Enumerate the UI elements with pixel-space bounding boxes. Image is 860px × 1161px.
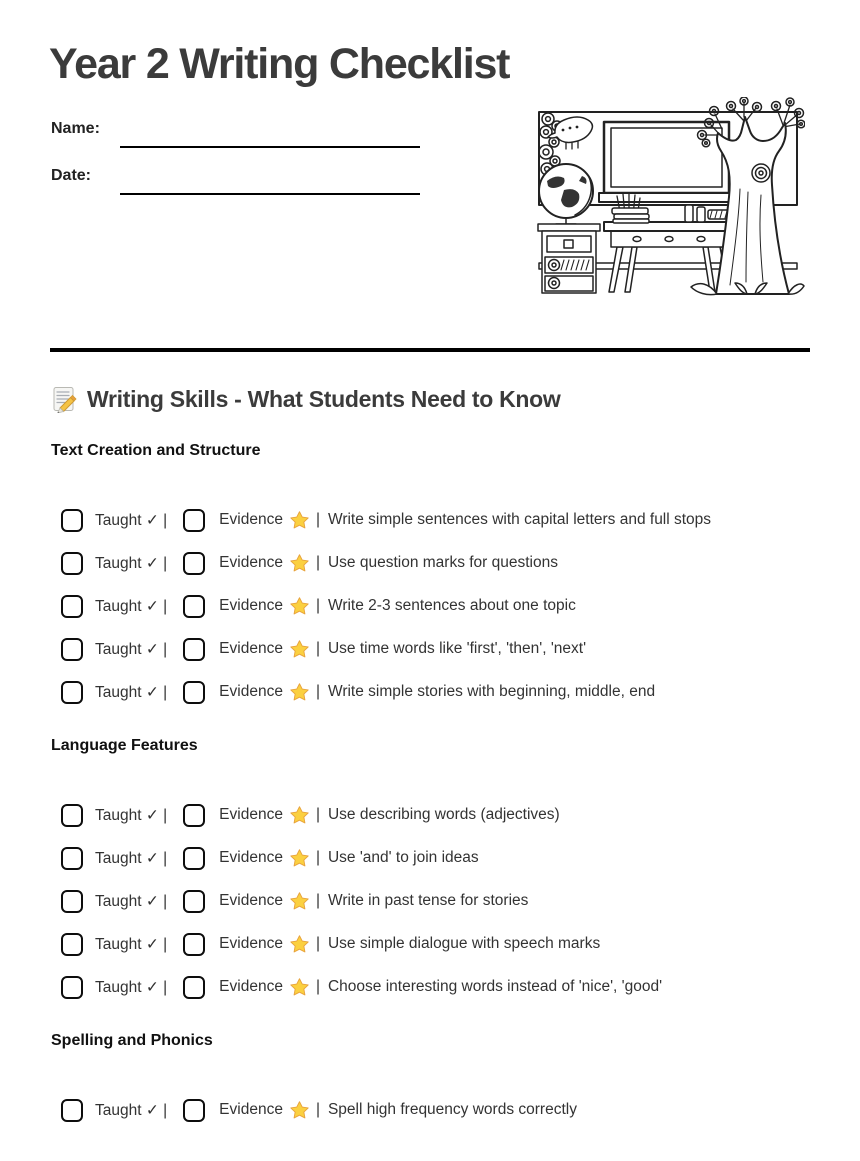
taught-label: Taught ✓ | bbox=[95, 597, 168, 615]
evidence-label: Evidence bbox=[219, 554, 283, 571]
checklist-item bbox=[51, 507, 810, 533]
name-label: Name: bbox=[51, 120, 100, 137]
skills-heading-text: Writing Skills - What Students Need to Know bbox=[87, 386, 561, 412]
star-icon bbox=[290, 554, 309, 572]
evidence-checkbox[interactable] bbox=[183, 933, 205, 956]
skill-text: Use 'and' to join ideas bbox=[327, 849, 479, 866]
evidence-separator: | bbox=[315, 806, 320, 823]
memo-icon bbox=[51, 386, 78, 413]
taught-checkbox[interactable] bbox=[61, 976, 83, 999]
star-icon bbox=[290, 640, 309, 658]
evidence-label: Evidence bbox=[219, 597, 283, 614]
star-icon bbox=[290, 806, 309, 824]
skill-text: Write in past tense for stories bbox=[327, 892, 529, 909]
taught-checkbox[interactable] bbox=[61, 552, 83, 575]
star-icon bbox=[290, 1101, 309, 1119]
star-icon bbox=[290, 597, 309, 615]
checklist-group bbox=[51, 1032, 810, 1123]
skill-text: Spell high frequency words correctly bbox=[327, 1101, 577, 1118]
taught-label: Taught ✓ | bbox=[95, 806, 168, 824]
groups bbox=[51, 442, 810, 1123]
skill-text: Write 2-3 sentences about one topic bbox=[327, 597, 576, 614]
skills-section-heading bbox=[51, 386, 810, 413]
evidence-separator: | bbox=[315, 597, 320, 614]
evidence-separator: | bbox=[315, 554, 320, 571]
classroom-illustration-image bbox=[533, 97, 805, 297]
evidence-separator: | bbox=[315, 1101, 320, 1118]
taught-checkbox[interactable] bbox=[61, 638, 83, 661]
evidence-separator: | bbox=[315, 640, 320, 657]
evidence-label: Evidence bbox=[219, 806, 283, 823]
checklist-item bbox=[51, 679, 810, 705]
taught-checkbox[interactable] bbox=[61, 595, 83, 618]
taught-label: Taught ✓ | bbox=[95, 640, 168, 658]
star-icon bbox=[290, 892, 309, 910]
date-input-line[interactable] bbox=[120, 169, 420, 195]
taught-label: Taught ✓ | bbox=[95, 892, 168, 910]
evidence-separator: | bbox=[315, 849, 320, 866]
taught-checkbox[interactable] bbox=[61, 1099, 83, 1122]
taught-label: Taught ✓ | bbox=[95, 978, 168, 996]
taught-checkbox[interactable] bbox=[61, 847, 83, 870]
evidence-separator: | bbox=[315, 892, 320, 909]
skill-text: Write simple stories with beginning, middle, end bbox=[327, 683, 656, 700]
checklist-item bbox=[51, 974, 810, 1000]
evidence-checkbox[interactable] bbox=[183, 804, 205, 827]
star-icon bbox=[290, 935, 309, 953]
evidence-label: Evidence bbox=[219, 849, 283, 866]
skill-text: Use simple dialogue with speech marks bbox=[327, 935, 601, 952]
group-title: Language Features bbox=[51, 737, 198, 754]
evidence-checkbox[interactable] bbox=[183, 595, 205, 618]
header bbox=[0, 0, 860, 352]
checklist-item bbox=[51, 593, 810, 619]
star-icon bbox=[290, 978, 309, 996]
taught-checkbox[interactable] bbox=[61, 681, 83, 704]
taught-label: Taught ✓ | bbox=[95, 511, 168, 529]
checklist-group bbox=[51, 442, 810, 705]
group-rows bbox=[51, 1097, 810, 1123]
evidence-label: Evidence bbox=[219, 978, 283, 995]
evidence-checkbox[interactable] bbox=[183, 638, 205, 661]
checklist-item bbox=[51, 931, 810, 957]
evidence-separator: | bbox=[315, 683, 320, 700]
evidence-checkbox[interactable] bbox=[183, 1099, 205, 1122]
checklist-group bbox=[51, 737, 810, 1000]
evidence-label: Evidence bbox=[219, 1101, 283, 1118]
taught-label: Taught ✓ | bbox=[95, 935, 168, 953]
checklist-item bbox=[51, 1097, 810, 1123]
checklist-item bbox=[51, 802, 810, 828]
taught-label: Taught ✓ | bbox=[95, 849, 168, 867]
evidence-label: Evidence bbox=[219, 683, 283, 700]
evidence-checkbox[interactable] bbox=[183, 681, 205, 704]
group-title: Spelling and Phonics bbox=[51, 1032, 213, 1049]
evidence-label: Evidence bbox=[219, 935, 283, 952]
main-content bbox=[0, 386, 860, 1123]
evidence-separator: | bbox=[315, 935, 320, 952]
skill-text: Use question marks for questions bbox=[327, 554, 558, 571]
evidence-label: Evidence bbox=[219, 892, 283, 909]
taught-label: Taught ✓ | bbox=[95, 554, 168, 572]
evidence-label: Evidence bbox=[219, 511, 283, 528]
group-rows bbox=[51, 507, 810, 705]
evidence-checkbox[interactable] bbox=[183, 890, 205, 913]
star-icon bbox=[290, 683, 309, 701]
taught-checkbox[interactable] bbox=[61, 933, 83, 956]
group-rows bbox=[51, 802, 810, 1000]
evidence-checkbox[interactable] bbox=[183, 552, 205, 575]
checklist-item bbox=[51, 636, 810, 662]
page-title: Year 2 Writing Checklist bbox=[49, 40, 510, 88]
evidence-label: Evidence bbox=[219, 640, 283, 657]
evidence-separator: | bbox=[315, 511, 320, 528]
globe bbox=[539, 164, 593, 232]
star-icon bbox=[290, 849, 309, 867]
name-input-line[interactable] bbox=[120, 122, 420, 148]
skill-text: Write simple sentences with capital letters and full stops bbox=[327, 511, 712, 528]
cabinet bbox=[538, 224, 600, 293]
desk bbox=[604, 193, 734, 292]
skill-text: Use time words like 'first', 'then', 'next' bbox=[327, 640, 587, 657]
group-title: Text Creation and Structure bbox=[51, 442, 261, 459]
evidence-separator: | bbox=[315, 978, 320, 995]
checklist-item bbox=[51, 845, 810, 871]
taught-checkbox[interactable] bbox=[61, 890, 83, 913]
skill-text: Choose interesting words instead of 'nice', 'good' bbox=[327, 978, 663, 995]
evidence-checkbox[interactable] bbox=[183, 847, 205, 870]
evidence-checkbox[interactable] bbox=[183, 976, 205, 999]
checklist-item bbox=[51, 550, 810, 576]
star-icon bbox=[290, 511, 309, 529]
taught-checkbox[interactable] bbox=[61, 804, 83, 827]
date-label: Date: bbox=[51, 167, 92, 184]
skill-text: Use describing words (adjectives) bbox=[327, 806, 560, 823]
taught-label: Taught ✓ | bbox=[95, 683, 168, 701]
taught-label: Taught ✓ | bbox=[95, 1101, 168, 1119]
checklist-item bbox=[51, 888, 810, 914]
evidence-checkbox[interactable] bbox=[183, 509, 205, 532]
section-divider bbox=[50, 348, 810, 352]
taught-checkbox[interactable] bbox=[61, 509, 83, 532]
